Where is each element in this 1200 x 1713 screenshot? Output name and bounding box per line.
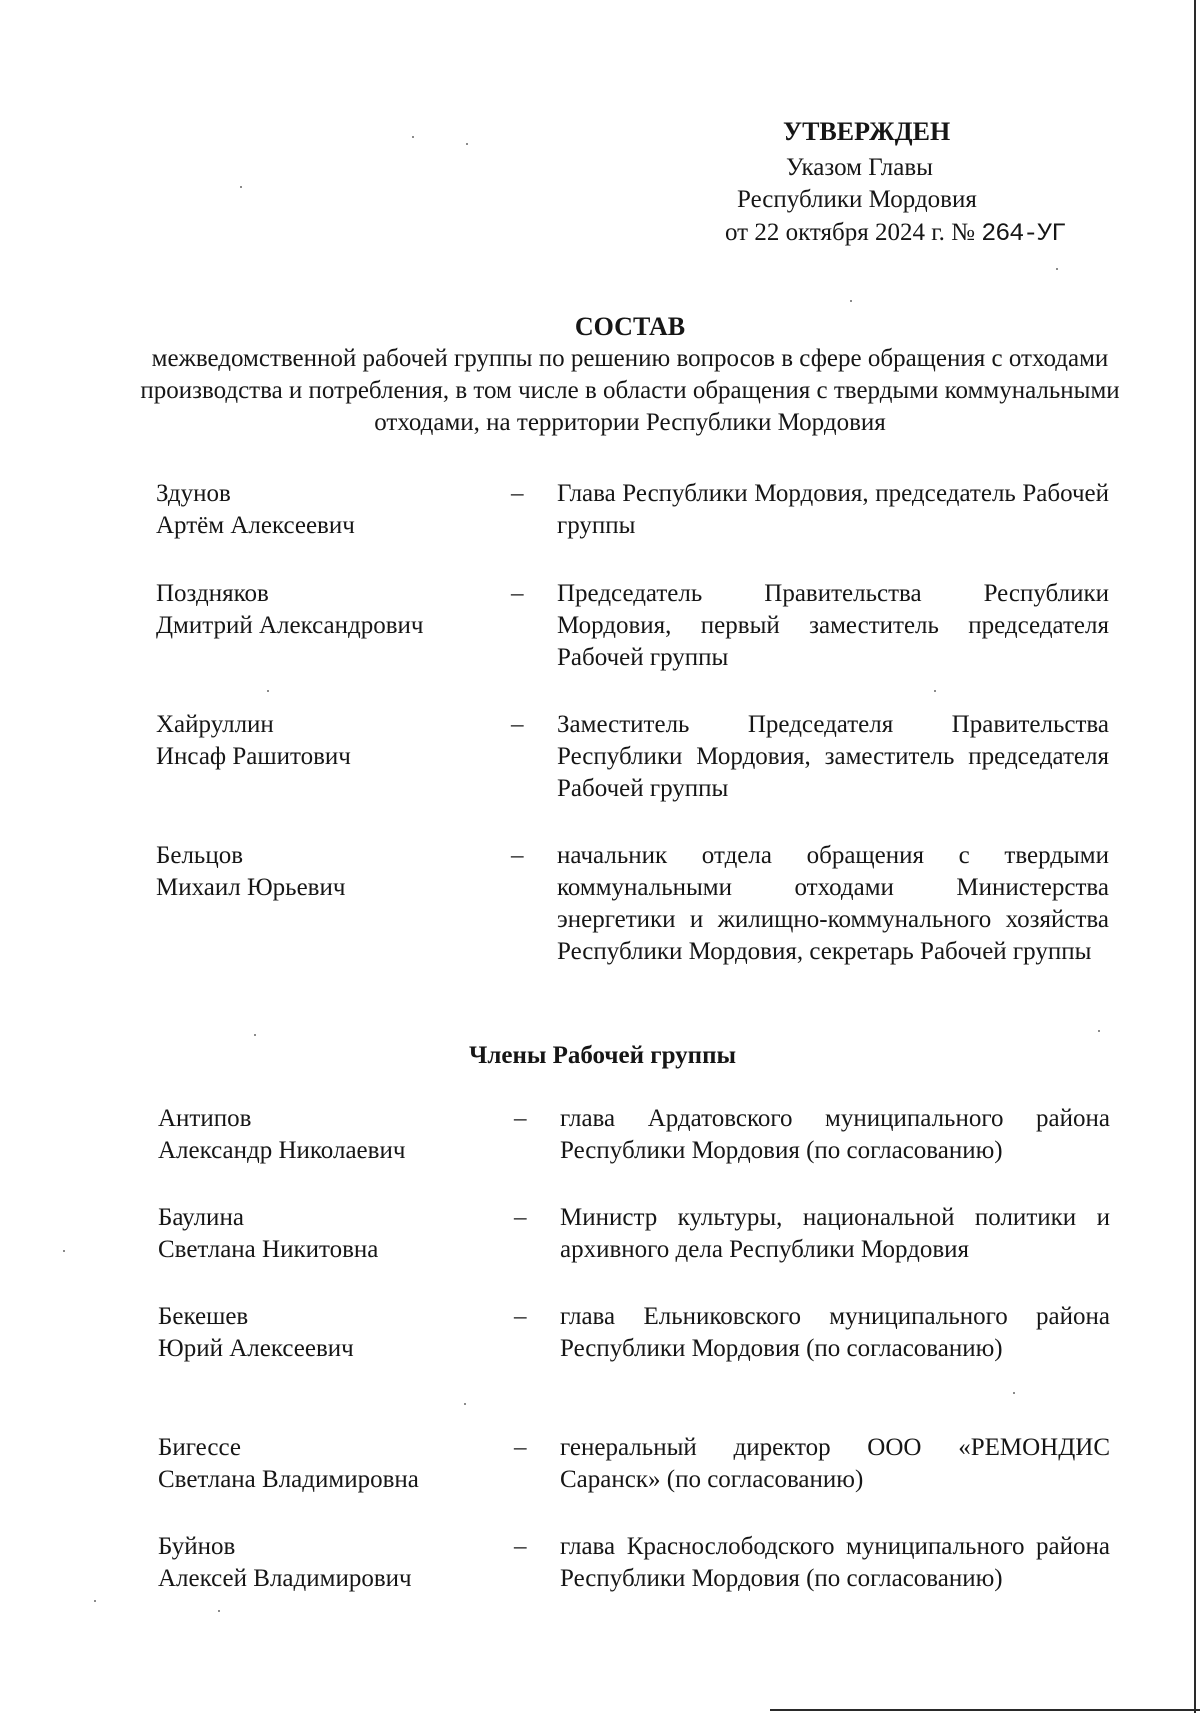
page-edge-right (1194, 0, 1196, 1713)
person-role: Министр культуры, национальной политики и архивного дела Республики Мордовия (560, 1204, 1110, 1263)
approval-line-republic: Республики Мордовия (737, 186, 977, 213)
person-role: генеральный директор ООО «РЕМОНДИС Саранск» (по согласованию) (560, 1434, 1110, 1493)
members-section-title: Члены Рабочей группы (468, 1042, 737, 1069)
scan-speck (240, 186, 242, 188)
person-surname: Бекешев (158, 1303, 249, 1330)
person-role: глава Ардатовского муниципального района Республики Мордовия (по согласованию) (560, 1105, 1110, 1164)
person-surname: Буйнов (158, 1533, 236, 1560)
approval-date: от 22 октября 2024 г. № (725, 219, 976, 246)
person-given-names: Светлана Никитовна (158, 1236, 379, 1263)
person-surname: Поздняков (156, 580, 269, 607)
person-given-names: Артём Алексеевич (156, 512, 355, 539)
scan-speck (254, 1034, 256, 1036)
person-name (158, 1531, 478, 1595)
dash-separator: – (514, 1533, 527, 1560)
scan-speck (218, 1610, 220, 1612)
person-name (156, 709, 476, 773)
person-surname: Баулина (158, 1204, 244, 1231)
heading-subtitle: межведомственной рабочей группы по решению вопросов в сфере обращения с отходами производства и потребления, в том числе в области обращения с твердыми коммунальными отходами, на территории Республики Мордовия (140, 345, 1120, 436)
person-given-names: Дмитрий Александрович (156, 612, 424, 639)
scan-speck (267, 690, 269, 692)
scan-speck (850, 300, 852, 302)
dash-separator: – (514, 1303, 527, 1330)
person-name (158, 1432, 478, 1496)
person-name (156, 478, 476, 542)
scan-speck (63, 1250, 65, 1252)
dash-separator: – (511, 580, 524, 607)
person-given-names: Светлана Владимировна (158, 1466, 419, 1493)
person-name (158, 1301, 478, 1365)
person-role: Глава Республики Мордовия, председатель Рабочей группы (557, 480, 1109, 539)
document-heading (140, 311, 1120, 439)
scan-speck (412, 136, 414, 138)
person-given-names: Александр Николаевич (158, 1137, 406, 1164)
scan-speck (934, 690, 936, 692)
person-surname: Антипов (158, 1105, 252, 1132)
person-given-names: Михаил Юрьевич (156, 874, 346, 901)
person-surname: Здунов (156, 480, 231, 507)
person-name (158, 1202, 478, 1266)
scan-speck (1013, 1392, 1015, 1394)
dash-separator: – (514, 1434, 527, 1461)
page-edge-bottom (770, 1709, 1200, 1711)
person-surname: Бельцов (156, 842, 244, 869)
person-role: глава Краснослободского муниципального района Республики Мордовия (по согласованию) (560, 1533, 1110, 1592)
person-role: Заместитель Председателя Правительства Республики Мордовия, заместитель председателя Рабочей группы (557, 711, 1109, 802)
dash-separator: – (514, 1105, 527, 1132)
person-given-names: Юрий Алексеевич (158, 1335, 354, 1362)
approval-number: 264-УГ (981, 219, 1066, 248)
person-name (156, 578, 476, 642)
scan-speck (466, 143, 468, 145)
approval-line-date (725, 217, 1065, 250)
dash-separator: – (511, 480, 524, 507)
scan-speck (464, 1403, 466, 1405)
approval-title: УТВЕРЖДЕН (783, 117, 951, 146)
person-name (158, 1103, 478, 1167)
approval-line-decree: Указом Главы (786, 154, 933, 181)
person-name (156, 840, 476, 904)
dash-separator: – (511, 842, 524, 869)
person-given-names: Алексей Владимирович (158, 1565, 412, 1592)
scan-speck (94, 1600, 96, 1602)
person-given-names: Инсаф Рашитович (156, 743, 351, 770)
person-surname: Бигессе (158, 1434, 241, 1461)
person-role: Председатель Правительства Республики Мордовия, первый заместитель председателя Рабочей группы (557, 580, 1109, 671)
person-role: глава Ельниковского муниципального района Республики Мордовия (по согласованию) (560, 1303, 1110, 1362)
person-surname: Хайруллин (156, 711, 274, 738)
person-role: начальник отдела обращения с твердыми коммунальными отходами Министерства энергетики и жилищно-коммунального хозяйства Республики Мордовия, секретарь Рабочей группы (557, 842, 1109, 965)
scan-speck (1056, 268, 1058, 270)
scan-speck (1098, 1030, 1100, 1032)
dash-separator: – (514, 1204, 527, 1231)
dash-separator: – (511, 711, 524, 738)
heading-title: СОСТАВ (574, 312, 686, 341)
